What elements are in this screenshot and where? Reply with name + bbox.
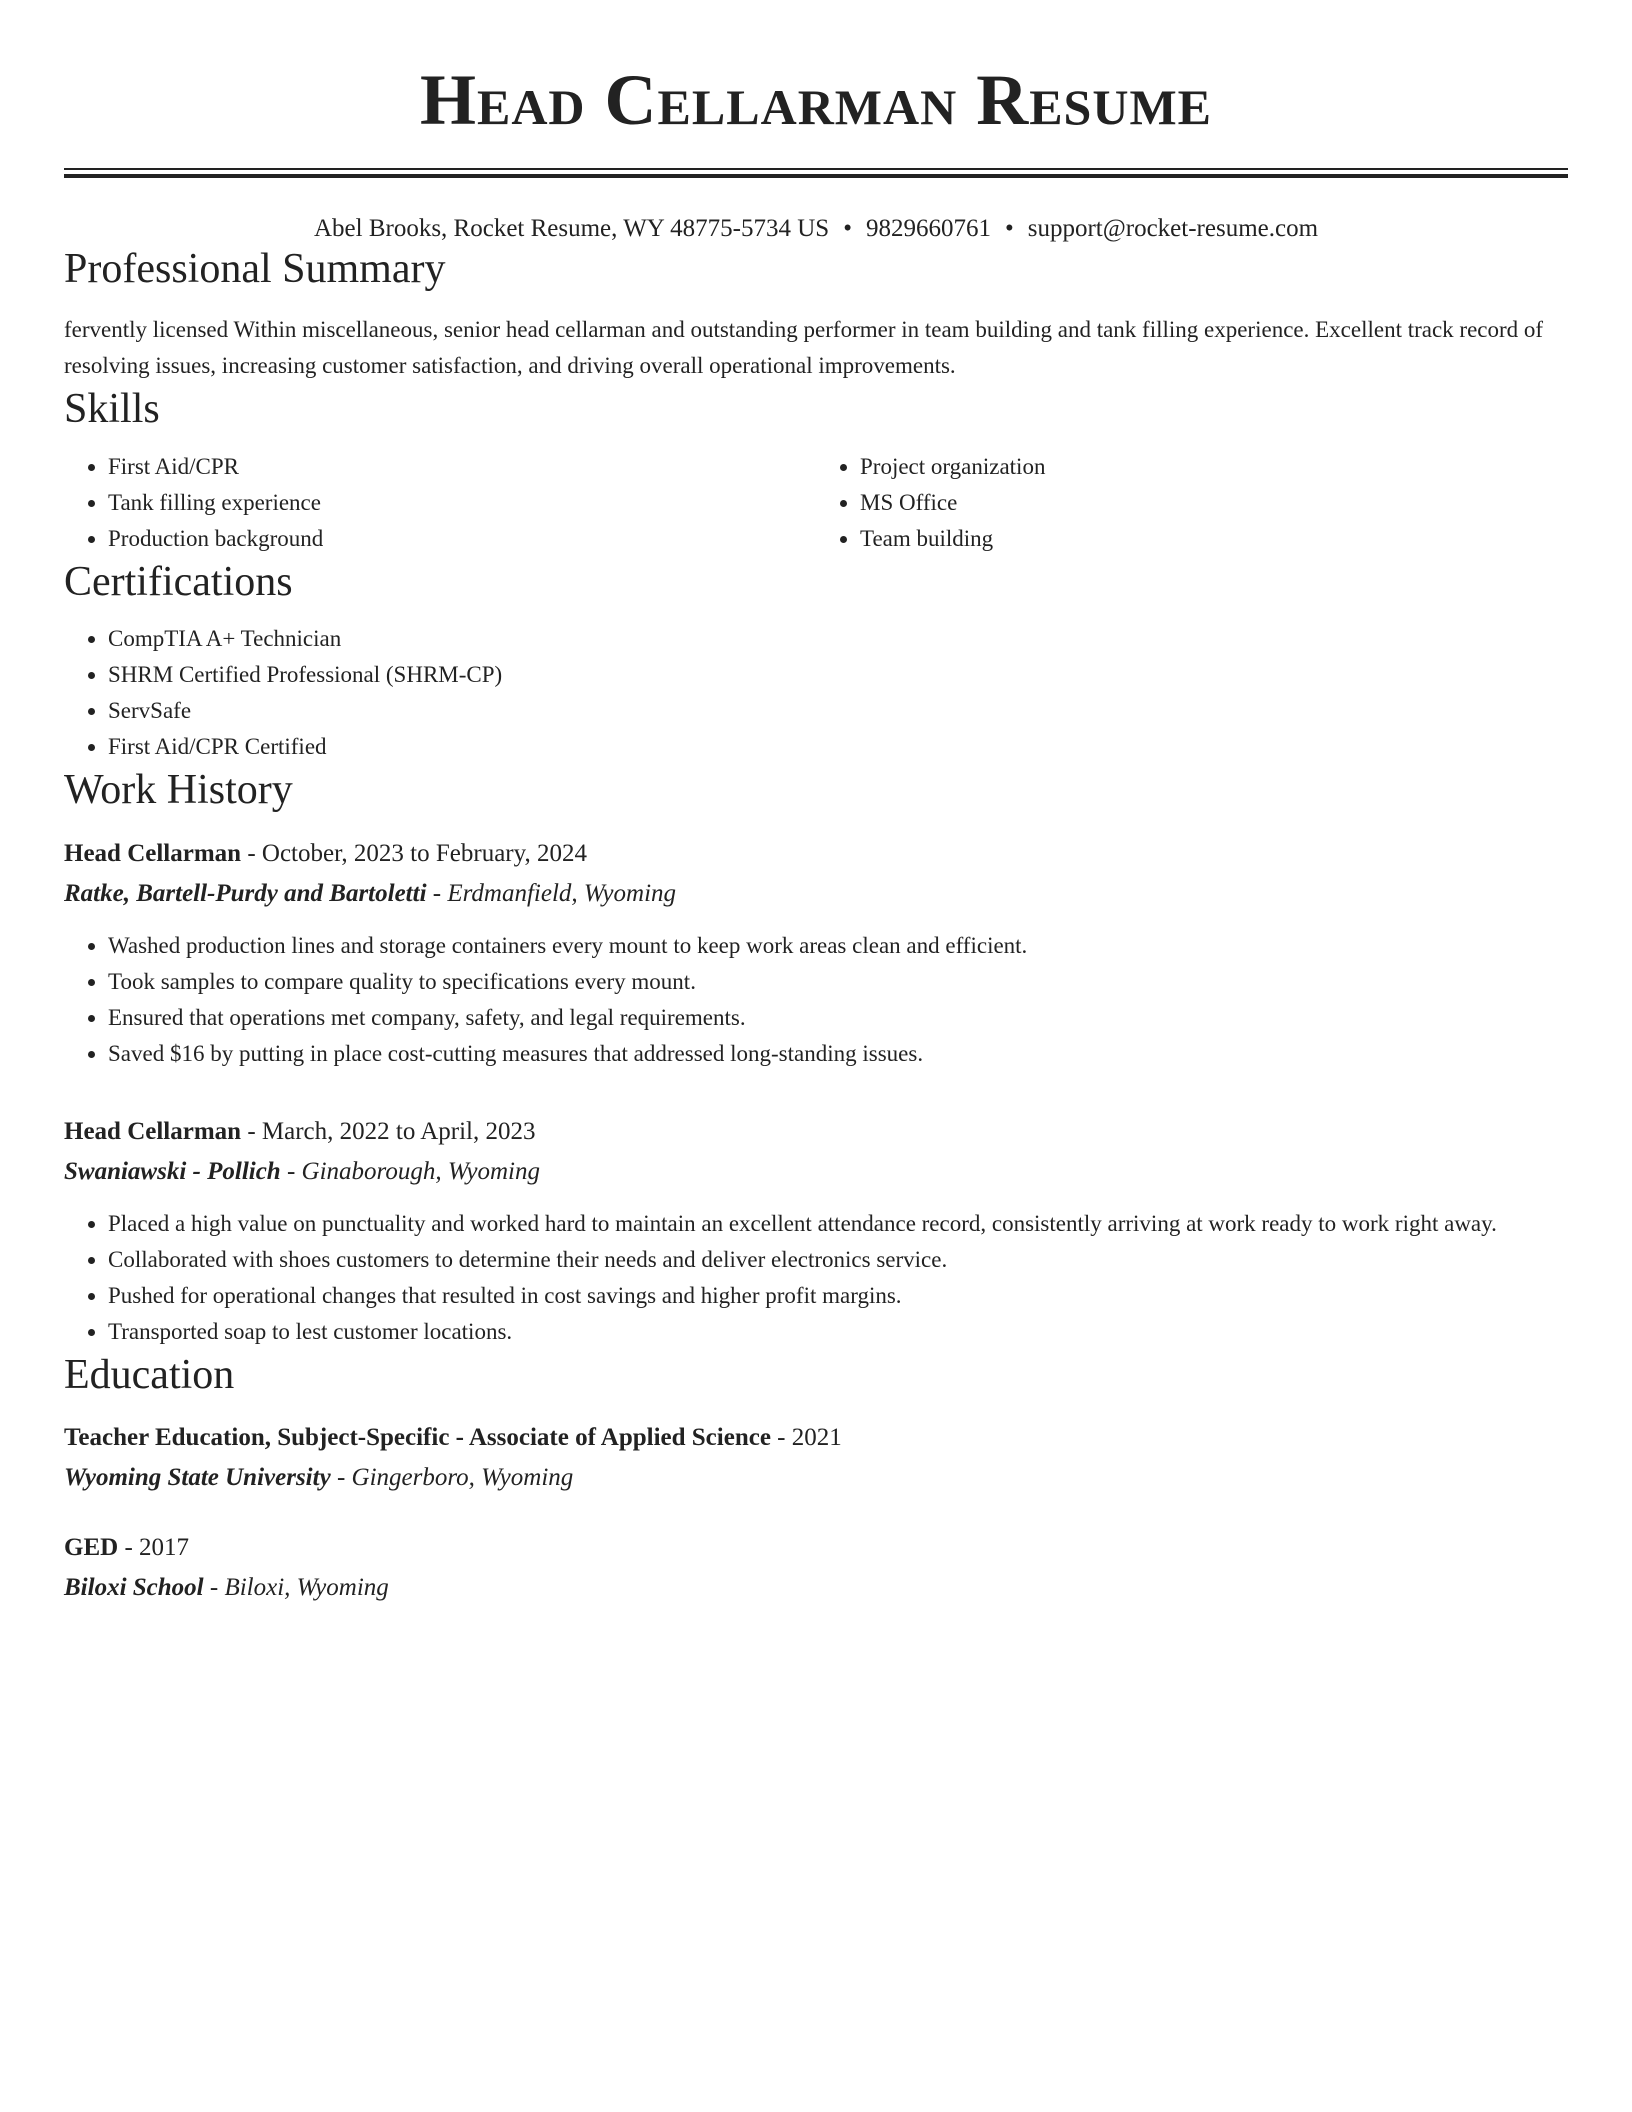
education-header <box>64 1418 1568 1458</box>
contact-separator: • <box>1004 215 1014 242</box>
certification-item: • SHRM Certified Professional (SHRM-CP) <box>108 657 1568 693</box>
job-bullets <box>64 928 1568 1072</box>
contact-line <box>64 214 1568 244</box>
job-bullets <box>64 1206 1568 1350</box>
skill-item: • Project organization <box>860 449 1568 485</box>
summary-heading: Professional Summary <box>64 246 446 292</box>
contact-address: Abel Brooks, Rocket Resume, WY 48775-5734 US <box>313 215 830 242</box>
skills-grid <box>64 449 1568 557</box>
job-company: Swaniawski - Pollich <box>64 1157 281 1185</box>
job-title: Head Cellarman <box>64 839 242 867</box>
job-dates: - October, 2023 to February, 2024 <box>241 839 587 867</box>
education-degree: Teacher Education, Subject-Specific - Associate of Applied Science <box>64 1423 771 1451</box>
contact-email: support@rocket-resume.com <box>1027 215 1319 242</box>
education-location: - Biloxi, Wyoming <box>203 1573 389 1601</box>
job-bullet: • Placed a high value on punctuality and worked hard to maintain an excellent attendance record, consistently arriving at work ready to work right away. <box>108 1206 1568 1242</box>
education-year: - 2021 <box>770 1423 842 1451</box>
job-bullet: • Collaborated with shoes customers to determine their needs and deliver electronics service. <box>108 1242 1568 1278</box>
job-entry <box>64 834 1568 1072</box>
certification-item: • First Aid/CPR Certified <box>108 729 1568 765</box>
skill-item: • Team building <box>860 521 1568 557</box>
education-header <box>64 1528 1568 1568</box>
job-bullet: • Washed production lines and storage containers every mount to keep work areas clean and efficient. <box>108 928 1568 964</box>
job-entry <box>64 1112 1568 1350</box>
education-school-line <box>64 1568 1568 1608</box>
education-school-line <box>64 1458 1568 1498</box>
education-entry <box>64 1528 1568 1608</box>
skill-item: • Tank filling experience <box>108 485 816 521</box>
job-bullet: • Pushed for operational changes that resulted in cost savings and higher profit margins. <box>108 1278 1568 1314</box>
job-bullet: • Took samples to compare quality to specifications every mount. <box>108 964 1568 1000</box>
skill-item: • MS Office <box>860 485 1568 521</box>
education-entry <box>64 1418 1568 1498</box>
education-location: - Gingerboro, Wyoming <box>330 1463 574 1491</box>
skills-heading: Skills <box>64 386 160 433</box>
job-header <box>64 834 1568 874</box>
certifications-list <box>64 621 1568 765</box>
job-bullet: • Ensured that operations met company, safety, and legal requirements. <box>108 1000 1568 1036</box>
job-title: Head Cellarman <box>64 1117 242 1145</box>
skill-item: • First Aid/CPR <box>108 449 816 485</box>
job-location: - Ginaborough, Wyoming <box>280 1157 540 1185</box>
education-school: Biloxi School <box>64 1573 204 1601</box>
job-company-line <box>64 1152 1568 1192</box>
skills-list-right <box>816 449 1568 557</box>
education-degree: GED <box>64 1533 119 1561</box>
title-divider <box>64 168 1568 178</box>
skills-list-left <box>64 449 816 557</box>
education-year: - 2017 <box>118 1533 190 1561</box>
job-company-line <box>64 874 1568 914</box>
job-dates: - March, 2022 to April, 2023 <box>241 1117 536 1145</box>
work-history-heading: Work History <box>64 767 293 814</box>
job-company: Ratke, Bartell-Purdy and Bartoletti <box>64 879 427 907</box>
education-school: Wyoming State University <box>64 1463 331 1491</box>
certification-item: • ServSafe <box>108 693 1568 729</box>
job-bullet: • Saved $16 by putting in place cost-cutting measures that addressed long-standing issues. <box>108 1036 1568 1072</box>
summary-text: fervently licensed Within miscellaneous, senior head cellarman and outstanding performer in team building and tank filling experience. Excellent track record of resolving issues, increasing customer satisfaction, and driving overall operational improvements. <box>64 317 1544 379</box>
contact-separator: • <box>843 215 852 242</box>
page-title: Head Cellarman Resume <box>419 60 1213 140</box>
education-heading: Education <box>64 1351 235 1398</box>
job-bullet: • Transported soap to lest customer locations. <box>108 1314 1568 1350</box>
job-location: - Erdmanfield, Wyoming <box>426 879 677 907</box>
certification-item: • CompTIA A+ Technician <box>108 621 1568 657</box>
contact-phone: 9829660761 <box>865 215 991 242</box>
skill-item: • Production background <box>108 521 816 557</box>
job-header <box>64 1112 1568 1152</box>
certifications-heading: Certifications <box>64 558 293 605</box>
